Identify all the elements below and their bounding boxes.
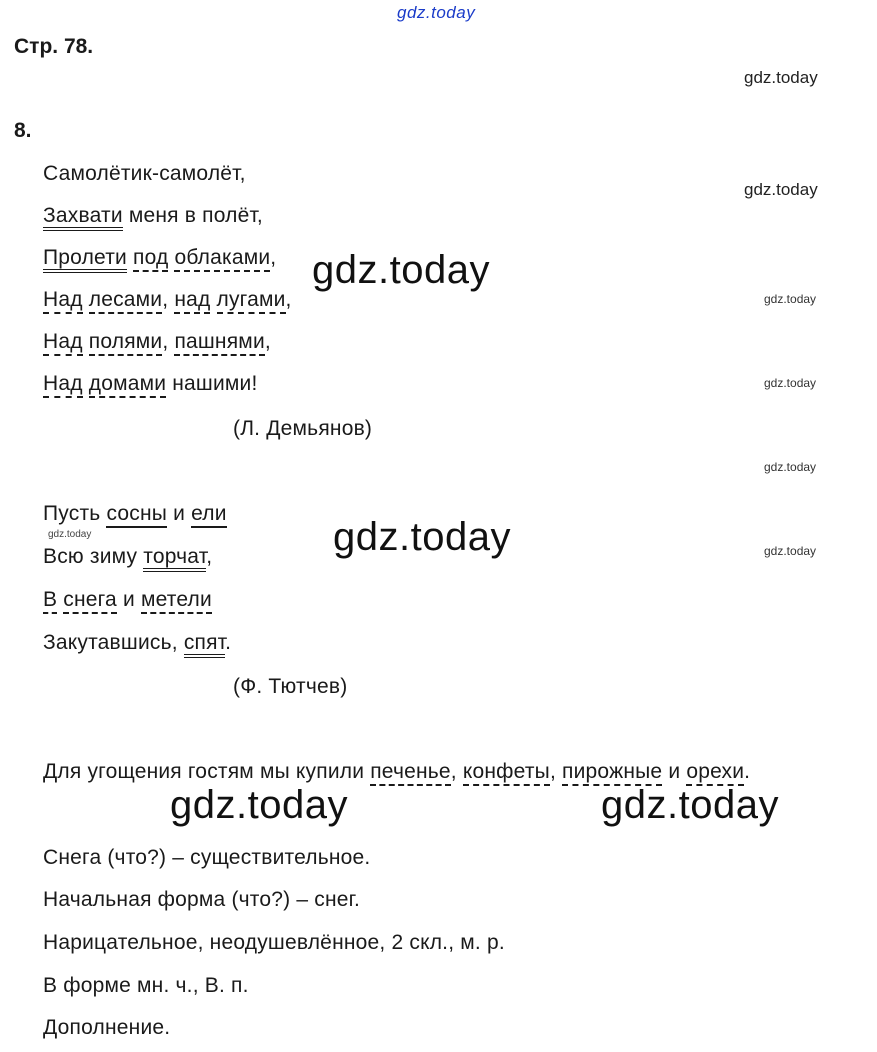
poem1-line-4 <box>43 287 292 313</box>
sentence-text: и <box>668 760 681 783</box>
analysis-line-2: Начальная форма (что?) – снег. <box>43 888 360 911</box>
circumstance-word: снега <box>63 588 117 614</box>
predicate-word: торчат <box>143 545 206 572</box>
poem-punct: . <box>225 631 232 654</box>
circumstance-word: под <box>133 246 168 272</box>
sentence-text: Для угощения гостям мы купили <box>43 760 365 783</box>
page-heading: Стр. 78. <box>14 35 94 58</box>
watermark-large: gdz.today <box>170 783 348 827</box>
object-word: печенье <box>370 760 451 786</box>
poem-punct: , <box>206 545 213 568</box>
sentence-punct: . <box>744 760 751 783</box>
poem2-author: (Ф. Тютчев) <box>233 675 348 698</box>
object-word: пирожные <box>562 760 662 786</box>
poem-word: меня в полёт, <box>128 204 263 227</box>
watermark: gdz.today <box>48 529 92 540</box>
poem2-line-2 <box>43 544 212 570</box>
watermark: gdz.today <box>764 544 817 558</box>
circumstance-word: метели <box>141 588 212 614</box>
subject-word: сосны <box>106 502 167 528</box>
predicate-word: Захвати <box>43 204 123 231</box>
circumstance-word: домами <box>89 372 166 398</box>
poem-word: Закутавшись, <box>43 631 178 654</box>
subject-word: ели <box>191 502 227 528</box>
watermark: gdz.today <box>764 460 817 474</box>
poem1-line-6 <box>43 371 257 397</box>
analysis-line-3: Нарицательное, неодушевлённое, 2 скл., м. р. <box>43 931 505 954</box>
watermark: gdz.today <box>744 180 818 199</box>
circumstance-word: лесами <box>89 288 162 314</box>
sentence-punct: , <box>450 760 457 783</box>
watermark-large: gdz.today <box>333 515 511 559</box>
poem-punct: , <box>162 330 169 353</box>
poem-word: Самолётик-самолёт, <box>43 162 246 185</box>
circumstance-word: Над <box>43 330 83 356</box>
circumstance-word: пашнями <box>174 330 264 356</box>
watermark: gdz.today <box>764 376 817 390</box>
poem2-line-4 <box>43 630 231 656</box>
circumstance-word: лугами <box>217 288 286 314</box>
circumstance-word: Над <box>43 288 83 314</box>
analysis-line-1: Снега (что?) – существительное. <box>43 846 371 869</box>
sentence <box>43 759 750 785</box>
watermark-large: gdz.today <box>312 248 490 292</box>
poem1-line-2 <box>43 203 263 229</box>
poem1-line-1 <box>43 161 246 187</box>
circumstance-word: облаками <box>174 246 270 272</box>
predicate-word: спят <box>184 631 225 658</box>
circumstance-word: Над <box>43 372 83 398</box>
sentence-punct: , <box>549 760 556 783</box>
watermark: gdz.today <box>744 68 818 87</box>
analysis-line-4: В форме мн. ч., В. п. <box>43 974 249 997</box>
exercise-number: 8. <box>14 119 32 142</box>
poem1-author: (Л. Демьянов) <box>233 417 373 440</box>
watermark: gdz.today <box>764 292 817 306</box>
poem-punct: , <box>264 330 271 353</box>
predicate-word: Пролети <box>43 246 127 273</box>
poem1-line-5 <box>43 329 271 355</box>
poem-word: Пусть <box>43 502 101 525</box>
object-word: конфеты <box>463 760 550 786</box>
poem2-line-1 <box>43 501 227 527</box>
poem-punct: , <box>270 246 277 269</box>
object-word: орехи <box>686 760 744 786</box>
poem-word: Всю зиму <box>43 545 138 568</box>
circumstance-word: В <box>43 588 57 614</box>
poem2-line-3 <box>43 587 212 613</box>
poem-word: и <box>173 502 186 525</box>
analysis-line-5: Дополнение. <box>43 1016 171 1039</box>
poem1-line-3 <box>43 245 276 271</box>
watermark-large: gdz.today <box>601 783 779 827</box>
poem-word: нашими! <box>172 372 258 395</box>
circumstance-word: над <box>174 288 210 314</box>
circumstance-word: полями <box>89 330 163 356</box>
watermark-top: gdz.today <box>397 3 476 22</box>
poem-word: и <box>122 588 135 611</box>
poem-punct: , <box>162 288 169 311</box>
poem-punct: , <box>285 288 292 311</box>
